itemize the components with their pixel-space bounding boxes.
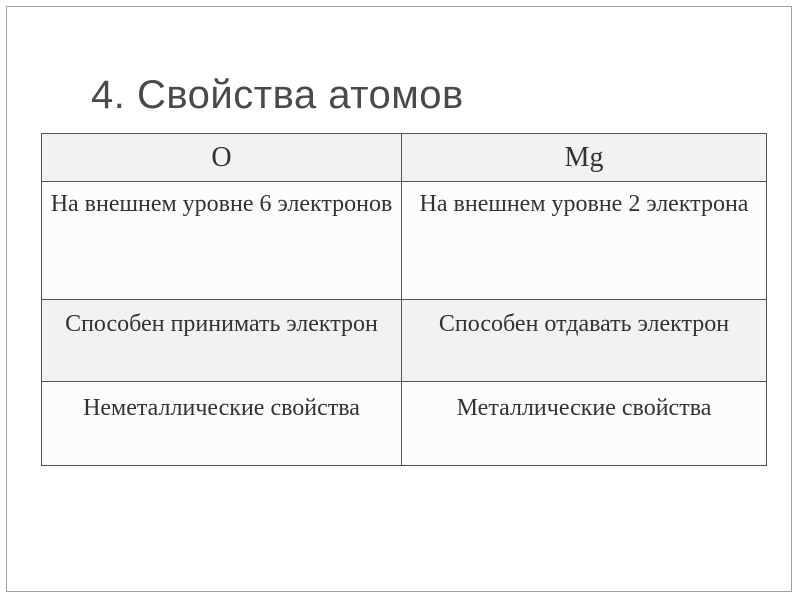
table-cell: На внешнем уровне 6 электронов [42,182,402,300]
table-row [42,382,767,466]
table-row [42,182,767,300]
table-cell: Металлические свойства [402,382,767,466]
table-cell: Способен отдавать электрон [402,300,767,382]
properties-table [41,133,767,466]
table-cell: На внешнем уровне 2 электрона [402,182,767,300]
table-row [42,300,767,382]
header-magnesium: Mg [402,134,767,182]
table-cell: Способен принимать электрон [42,300,402,382]
header-oxygen: O [42,134,402,182]
slide-frame [6,6,792,592]
slide-title: 4. Свойства атомов [91,73,464,117]
table-header-row [42,134,767,182]
table-cell: Неметаллические свойства [42,382,402,466]
